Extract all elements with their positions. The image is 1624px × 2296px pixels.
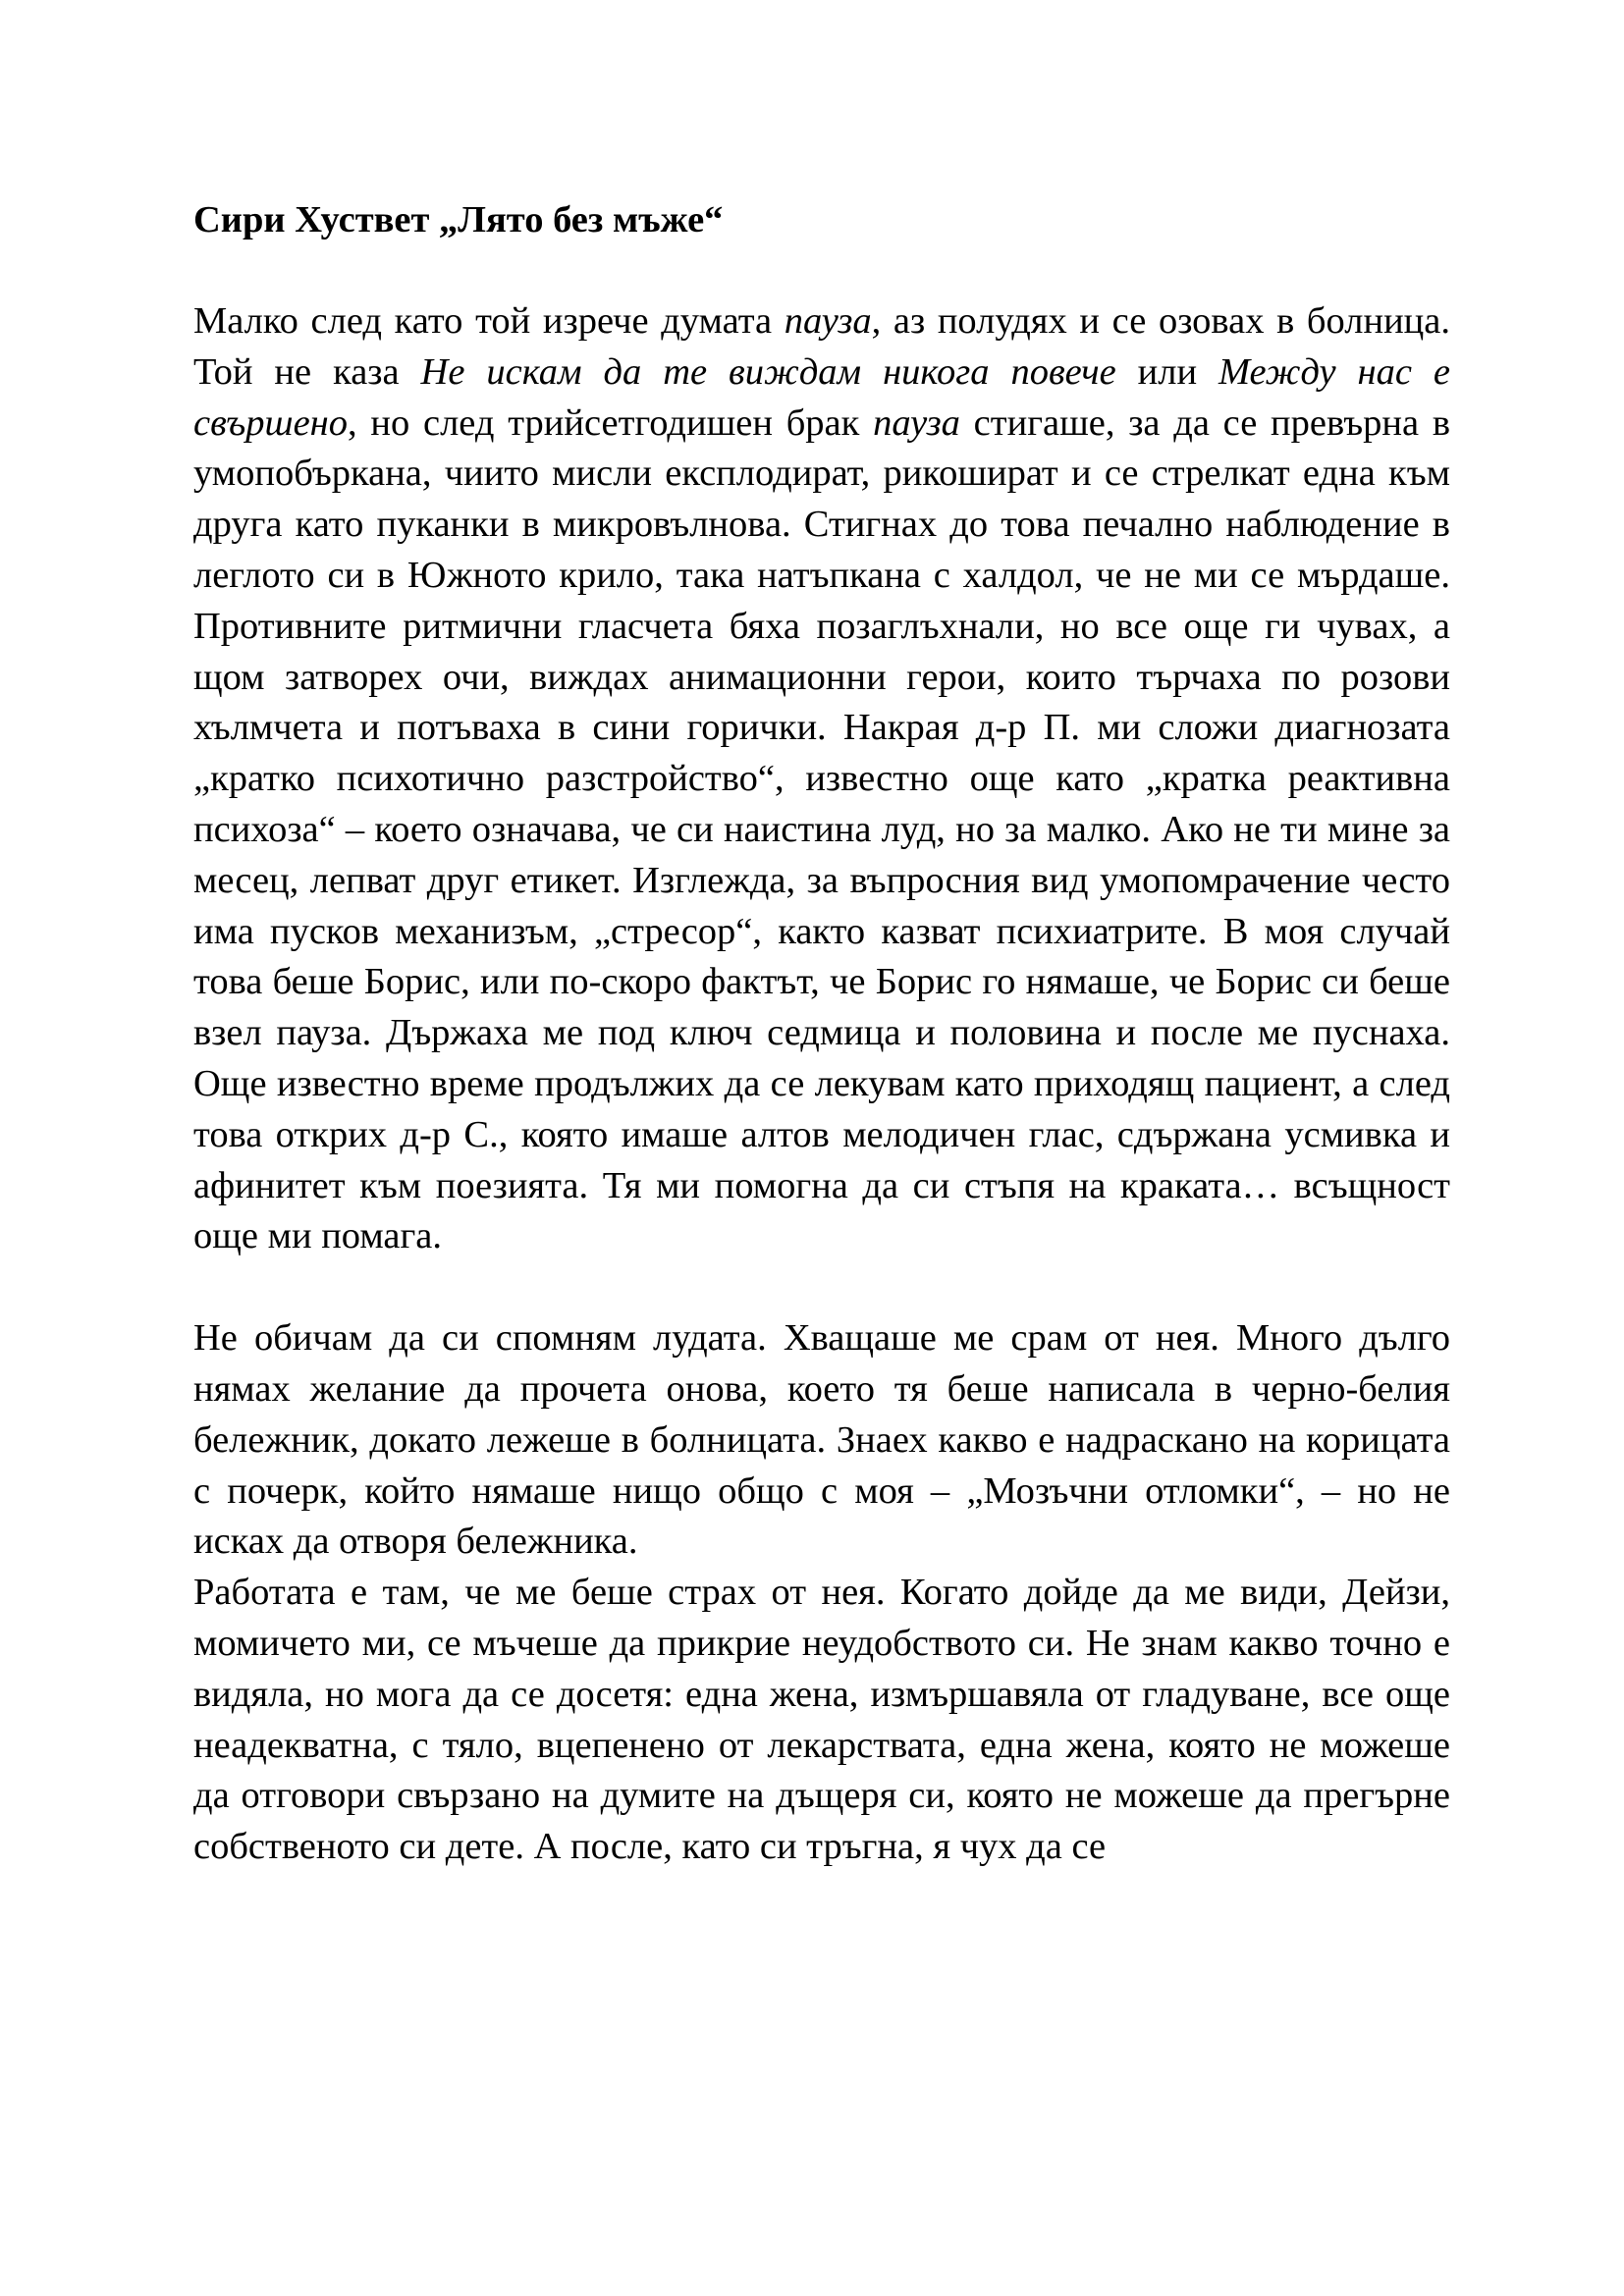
paragraph-3: Работата е там, че ме беше страх от нея. Когато дойде да ме види, Дейзи, момичето ми, се мъчеше да прикрие неудобството си. Не знам какво точно е видяла, но мога да се досетя: една жена, измършавяла от гладуване, все още неадекватна, с тяло, вцепенено от лекарствата, една жена, която не можеше да отговори свързано на думите на дъщеря си, която не можеше да прегърне собственото си дете. А после, като си тръгна, я чух да се: [193, 1572, 1450, 1868]
paragraph-1-italic-term: пауза: [784, 300, 872, 342]
paragraph-1-text: , но след трийсетгодишен брак: [348, 401, 874, 444]
paragraph-2: Не обичам да си спомням лудата. Хващаше ме срам от нея. Много дълго нямах желание да прочета онова, което тя беше написала в черно-белия бележник, докато лежеше в болницата. Знаех какво е надраскано на корицата с почерк, който нямаше нищо общо с моя – „Мозъчни отломки“, – но не исках да отворя бележника.: [193, 1317, 1450, 1563]
paragraph-1-italic-quote: Не искам да те виждам никога повече: [420, 350, 1116, 393]
paragraph-1-text: или: [1115, 350, 1219, 393]
paragraph-1-italic-term: пауза: [873, 401, 960, 444]
paragraph-1-italic-quote: Между нас е свършено: [193, 350, 1450, 444]
paragraph-1-text: , аз полудях и се озовах в болница. Той не каза: [193, 300, 1450, 393]
document-title: Сири Хуствет „Лято без мъже“: [193, 199, 724, 240]
document-body: [193, 194, 1450, 1873]
paragraph-1-text: стигаше, за да се превърна в умопобъркана, чиито мисли експлодират, рикошират и се стрелкат една към друга като пуканки в микровълнова. Стигнах до това печално наблюдение в леглото си в Южното крило, така натъпкана с халдол, че не ми се мърдаше. Противните ритмични гласчета бяха позаглъхнали, но все още ги чувах, а щом затворех очи, виждах анимационни герои, които търчаха по розови хълмчета и потъваха в сини горички. Накрая д-р П. ми сложи диагнозата „кратко психотично разстройство“, известно още като „кратка реактивна психоза“ – което означава, че си наистина луд, но за малко. Ако не ти мине за месец, лепват друг етикет. Изглежда, за въпросния вид умопомрачение често има пусков механизъм, „стресор“, както казват психиатрите. В моя случай това беше Борис, или по-скоро фактът, че Борис го нямаше, че Борис си беше взел пауза. Държаха ме под ключ седмица и половина и после ме пуснаха. Още известно време продължих да се лекувам като приходящ пациент, а след това открих д-р С., която имаше алтов мелодичен глас, сдържана усмивка и афинитет към поезията. Тя ми помогна да си стъпя на краката… всъщност още ми помага.: [193, 401, 1450, 1257]
paragraph-1: [193, 296, 1450, 1262]
paragraph-1-text: Малко след като той изрече думата: [193, 300, 785, 342]
